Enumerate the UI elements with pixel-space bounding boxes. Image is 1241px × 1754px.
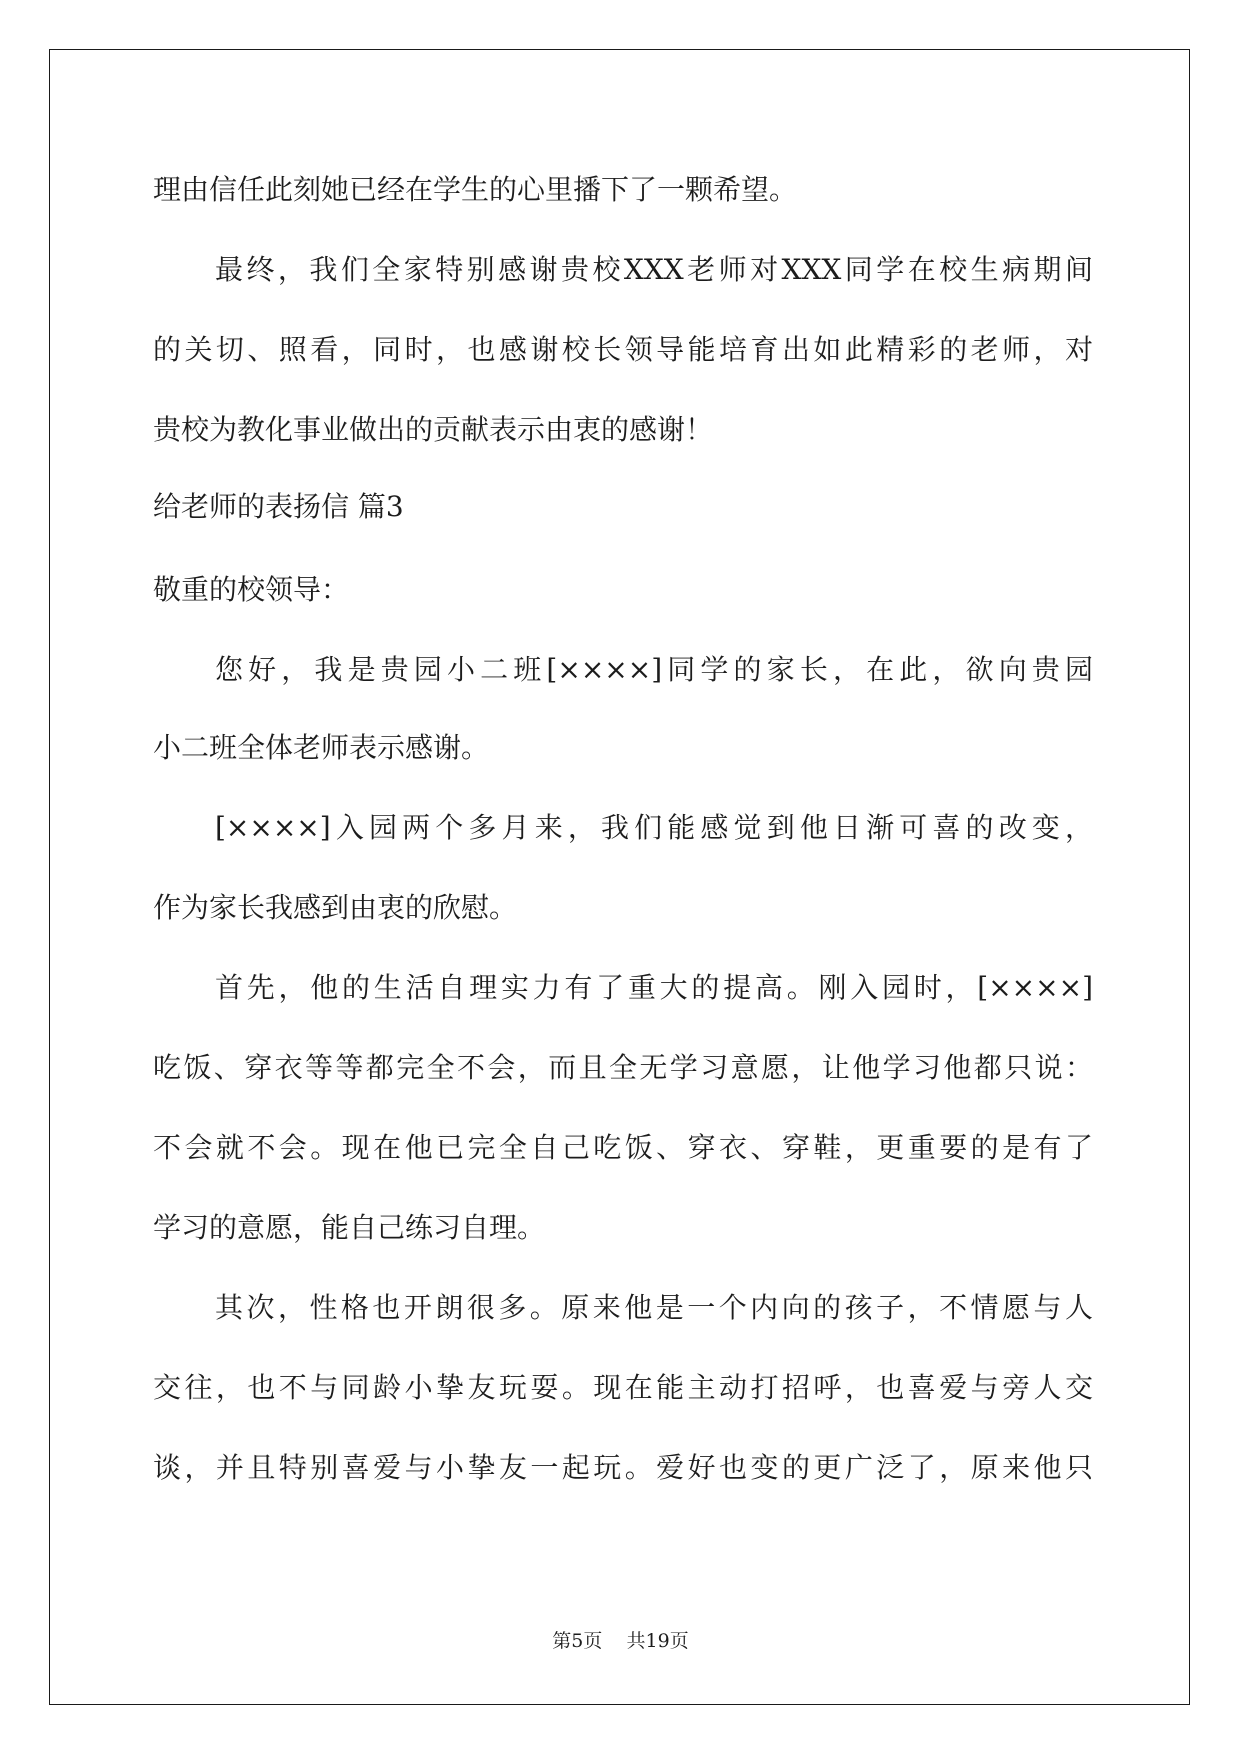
paragraph-line: [××××]入园两个多月来，我们能感觉到他日渐可喜的改变，: [215, 811, 1093, 844]
paragraph-line: 作为家长我感到由衷的欣慰。: [153, 891, 518, 924]
paragraph-line: 的关切、照看，同时，也感谢校长领导能培育出如此精彩的老师，对: [153, 333, 1093, 366]
paragraph-line: 最终，我们全家特别感谢贵校XXX老师对XXX同学在校生病期间: [215, 253, 1093, 286]
paragraph-line: 不会就不会。现在他已完全自己吃饭、穿衣、穿鞋，更重要的是有了: [153, 1131, 1093, 1164]
paragraph-line: 交往，也不与同龄小挚友玩耍。现在能主动打招呼，也喜爱与旁人交: [153, 1371, 1093, 1404]
paragraph-line: 贵校为教化事业做出的贡献表示由衷的感谢！: [153, 413, 714, 446]
salutation: 敬重的校领导：: [153, 573, 350, 606]
paragraph-line: 其次，性格也开朗很多。原来他是一个内向的孩子，不情愿与人: [215, 1291, 1093, 1324]
page-number: 第5页 共19页: [552, 1630, 689, 1652]
paragraph-line: 理由信任此刻她已经在学生的心里播下了一颗希望。: [153, 173, 798, 206]
paragraph-line: 学习的意愿，能自己练习自理。: [153, 1211, 546, 1244]
paragraph-line: 首先，他的生活自理实力有了重大的提高。刚入园时，[××××]: [215, 971, 1093, 1004]
paragraph-line: 小二班全体老师表示感谢。: [153, 731, 490, 764]
paragraph-line: 您好，我是贵园小二班[××××]同学的家长，在此，欲向贵园: [215, 653, 1093, 686]
paragraph-line: 谈，并且特别喜爱与小挚友一起玩。爱好也变的更广泛了，原来他只: [153, 1451, 1093, 1484]
paragraph-line: 吃饭、穿衣等等都完全不会，而且全无学习意愿，让他学习他都只说：: [153, 1051, 1093, 1084]
section-heading: 给老师的表扬信 篇3: [153, 490, 404, 523]
